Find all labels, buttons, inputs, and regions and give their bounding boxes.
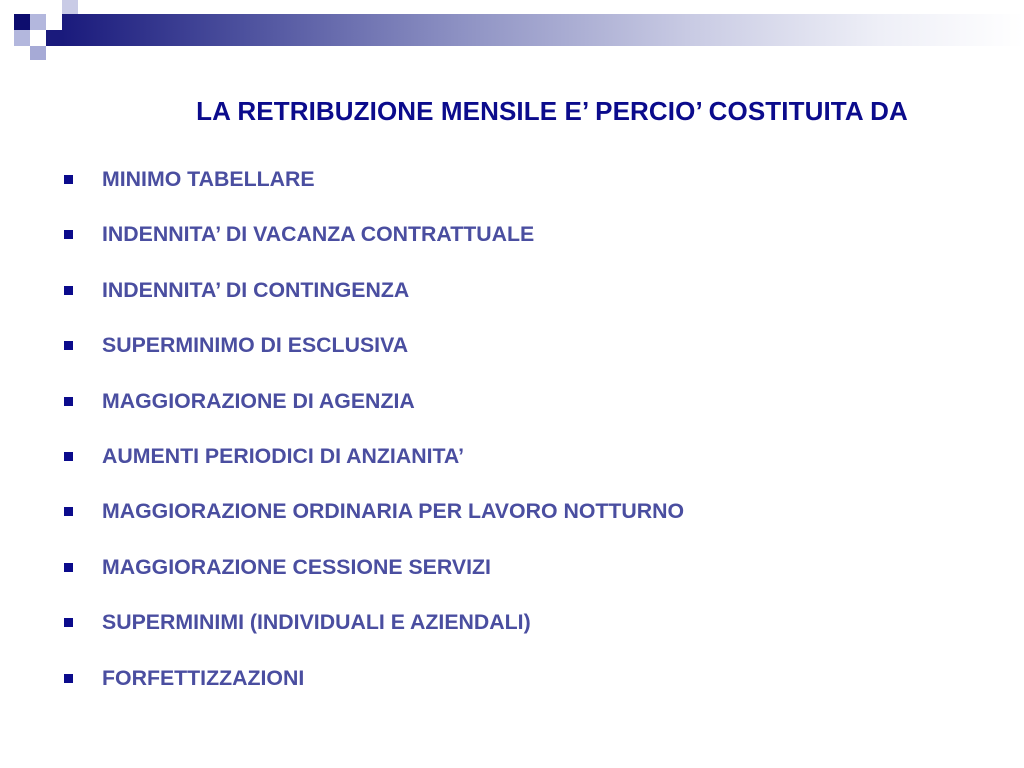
list-item-text: FORFETTIZZAZIONI — [102, 665, 305, 690]
list-item-text: MAGGIORAZIONE DI AGENZIA — [102, 388, 415, 413]
header-square-light — [30, 14, 46, 30]
square-bullet-icon — [64, 563, 73, 572]
header-square-light — [30, 46, 46, 60]
square-bullet-icon — [64, 452, 73, 461]
square-bullet-icon — [64, 230, 73, 239]
list-item-text: INDENNITA’ DI VACANZA CONTRATTUALE — [102, 222, 535, 247]
header-square-dark — [46, 30, 62, 46]
square-bullet-icon — [64, 341, 73, 350]
square-bullet-icon — [64, 618, 73, 627]
list-item-text: SUPERMINIMI (INDIVIDUALI E AZIENDALI) — [102, 610, 531, 635]
square-bullet-icon — [64, 175, 73, 184]
list-item-text: AUMENTI PERIODICI DI ANZIANITA’ — [102, 443, 465, 468]
square-bullet-icon — [64, 507, 73, 516]
header-square-light — [14, 30, 30, 46]
list-item-text: INDENNITA’ DI CONTINGENZA — [102, 277, 410, 302]
slide-title: LA RETRIBUZIONE MENSILE E’ PERCIO’ COSTITUITA DA — [196, 96, 908, 126]
header-square-light — [62, 0, 78, 14]
header-square-dark — [14, 14, 30, 30]
square-bullet-icon — [64, 397, 73, 406]
header-gradient-bar — [62, 14, 1024, 46]
list-item-text: MAGGIORAZIONE CESSIONE SERVIZI — [102, 554, 491, 579]
list-item-text: MAGGIORAZIONE ORDINARIA PER LAVORO NOTTURNO — [102, 499, 685, 524]
square-bullet-icon — [64, 286, 73, 295]
list-item-text: SUPERMINIMO DI ESCLUSIVA — [102, 333, 409, 358]
square-bullet-icon — [64, 674, 73, 683]
list-item-text: MINIMO TABELLARE — [102, 167, 315, 191]
